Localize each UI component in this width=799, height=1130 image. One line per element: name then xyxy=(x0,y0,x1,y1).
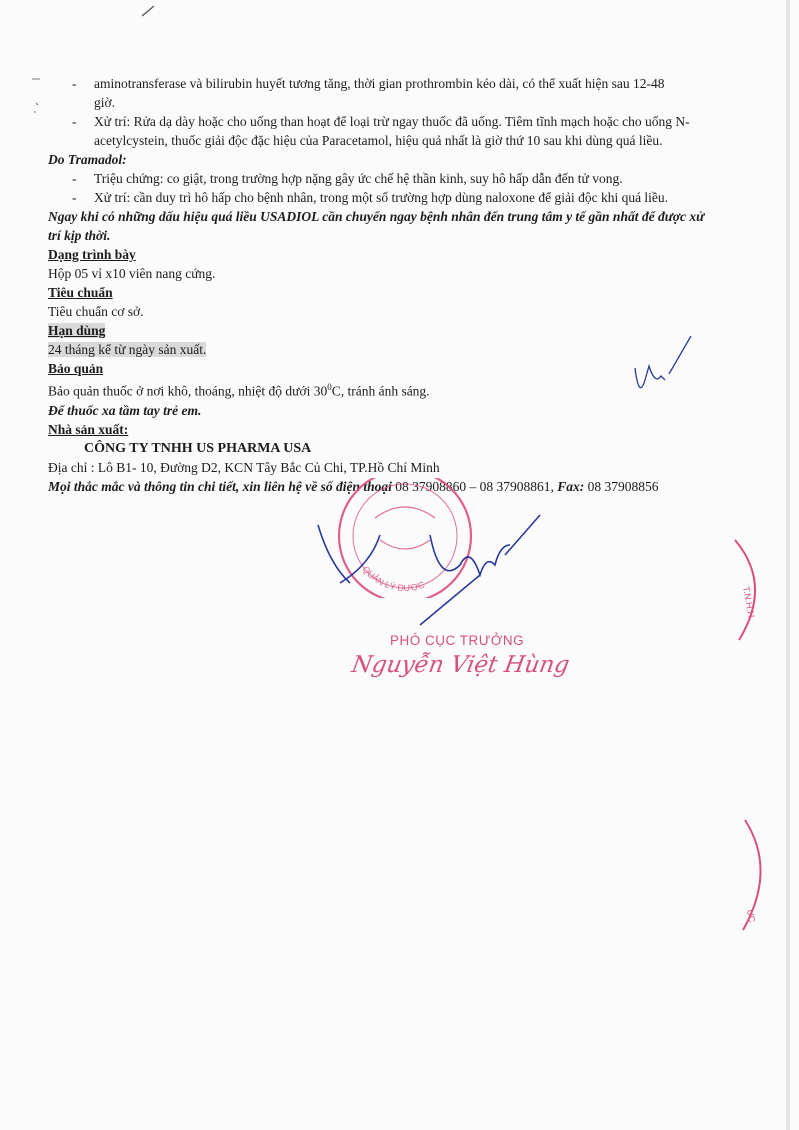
phone-numbers: 08 37908860 – 08 37908861, xyxy=(391,478,554,494)
treatment-text: Xử trí: Rửa dạ dày hoặc cho uống than hoạt để loại trừ ngay thuốc đã uống. Tiêm tĩnh mạch hoặc cho uống N-acetylcystein, thuốc giải độc đặc hiệu của Paracetamol, hiệu quả nhất là giờ thứ 10 sau khi dùng quá liều. xyxy=(94,114,690,148)
presentation-heading: Dạng trình bày xyxy=(48,247,136,262)
side-stamp-text: T.N.H.H xyxy=(741,585,757,619)
symptoms-text: Triệu chứng: co giật, trong trường hợp nặng gây ức chế hệ thần kinh, suy hô hấp dẫn đến tử vong. xyxy=(94,171,623,186)
paracetamol-treatment xyxy=(48,112,718,150)
bullet-dash: - xyxy=(72,114,77,129)
expiry-heading-text: Hạn dùng xyxy=(48,323,106,338)
side-stamp-top xyxy=(725,535,775,645)
approval-signature xyxy=(310,505,560,635)
overdose-warning: Ngay khi có những dấu hiệu quá liều USADIOL cần chuyển ngay bệnh nhân đến trung tâm y tế gần nhất để được xử trí kịp thời. xyxy=(48,209,705,243)
fax-number: 08 37908856 xyxy=(584,478,659,494)
bullet-dash: - xyxy=(72,76,77,91)
expiry-text: 24 tháng kể từ ngày sản xuất. xyxy=(48,342,207,357)
presentation-text: Hộp 05 vỉ x10 viên nang cứng. xyxy=(48,266,216,281)
document-body xyxy=(48,74,718,496)
storage-text-before: Bảo quản thuốc ở nơi khô, thoáng, nhiệt độ dưới 30 xyxy=(48,383,328,399)
side-stamp-bottom xyxy=(725,815,775,935)
signer-title: PHÓ CỤC TRƯỞNG xyxy=(390,633,525,648)
standard-heading: Tiêu chuẩn xyxy=(48,285,113,300)
tramadol-symptoms xyxy=(48,169,718,188)
contact-label: Mọi thắc mắc và thông tin chi tiết, xin liên hệ về số điện thoại xyxy=(48,478,392,494)
storage-text xyxy=(48,378,718,401)
scan-mark-left xyxy=(30,75,44,115)
expiry-heading xyxy=(48,321,718,340)
side-stamp-text-2: UC xyxy=(745,908,758,924)
scan-edge-right xyxy=(780,0,799,1130)
expiry-text-row xyxy=(48,340,718,359)
text-line: aminotransferase và bilirubin huyết tương tăng, thời gian prothrombin kéo dài, có thể xuất hiện sau 12-48 xyxy=(94,76,665,91)
fax-label: Fax: xyxy=(553,478,585,494)
degree-superscript: 0 xyxy=(327,382,332,392)
scan-mark-top xyxy=(140,2,160,18)
treatment-text: Xử trí: cần duy trì hô hấp cho bệnh nhân, trong một số trường hợp dùng naloxone để giải độc khi quá liều. xyxy=(94,190,669,205)
child-warning: Để thuốc xa tầm tay trẻ em. xyxy=(48,402,202,418)
tramadol-heading: Do Tramadol: xyxy=(48,152,127,167)
bullet-dash: - xyxy=(72,171,77,186)
manufacturer-heading: Nhà sản xuất: xyxy=(48,421,129,437)
tramadol-treatment xyxy=(48,188,718,207)
stamp-arc-text: QUẢN LÝ DƯỢC xyxy=(360,564,426,594)
text-line: giờ. xyxy=(94,95,116,110)
company-name: CÔNG TY TNHH US PHARMA USA xyxy=(84,440,312,456)
overdose-lab-text xyxy=(48,74,718,112)
bullet-dash: - xyxy=(72,190,77,205)
company-address: Địa chỉ : Lô B1- 10, Đường D2, KCN Tây Bắc Củ Chi, TP.Hồ Chí Minh xyxy=(48,459,440,475)
storage-heading: Bảo quản xyxy=(48,361,104,376)
storage-text-after: C, tránh ánh sáng. xyxy=(331,383,430,399)
initials-signature xyxy=(625,330,695,410)
standard-text: Tiêu chuẩn cơ sở. xyxy=(48,304,144,319)
signer-name: Nguyễn Việt Hùng xyxy=(349,652,572,678)
